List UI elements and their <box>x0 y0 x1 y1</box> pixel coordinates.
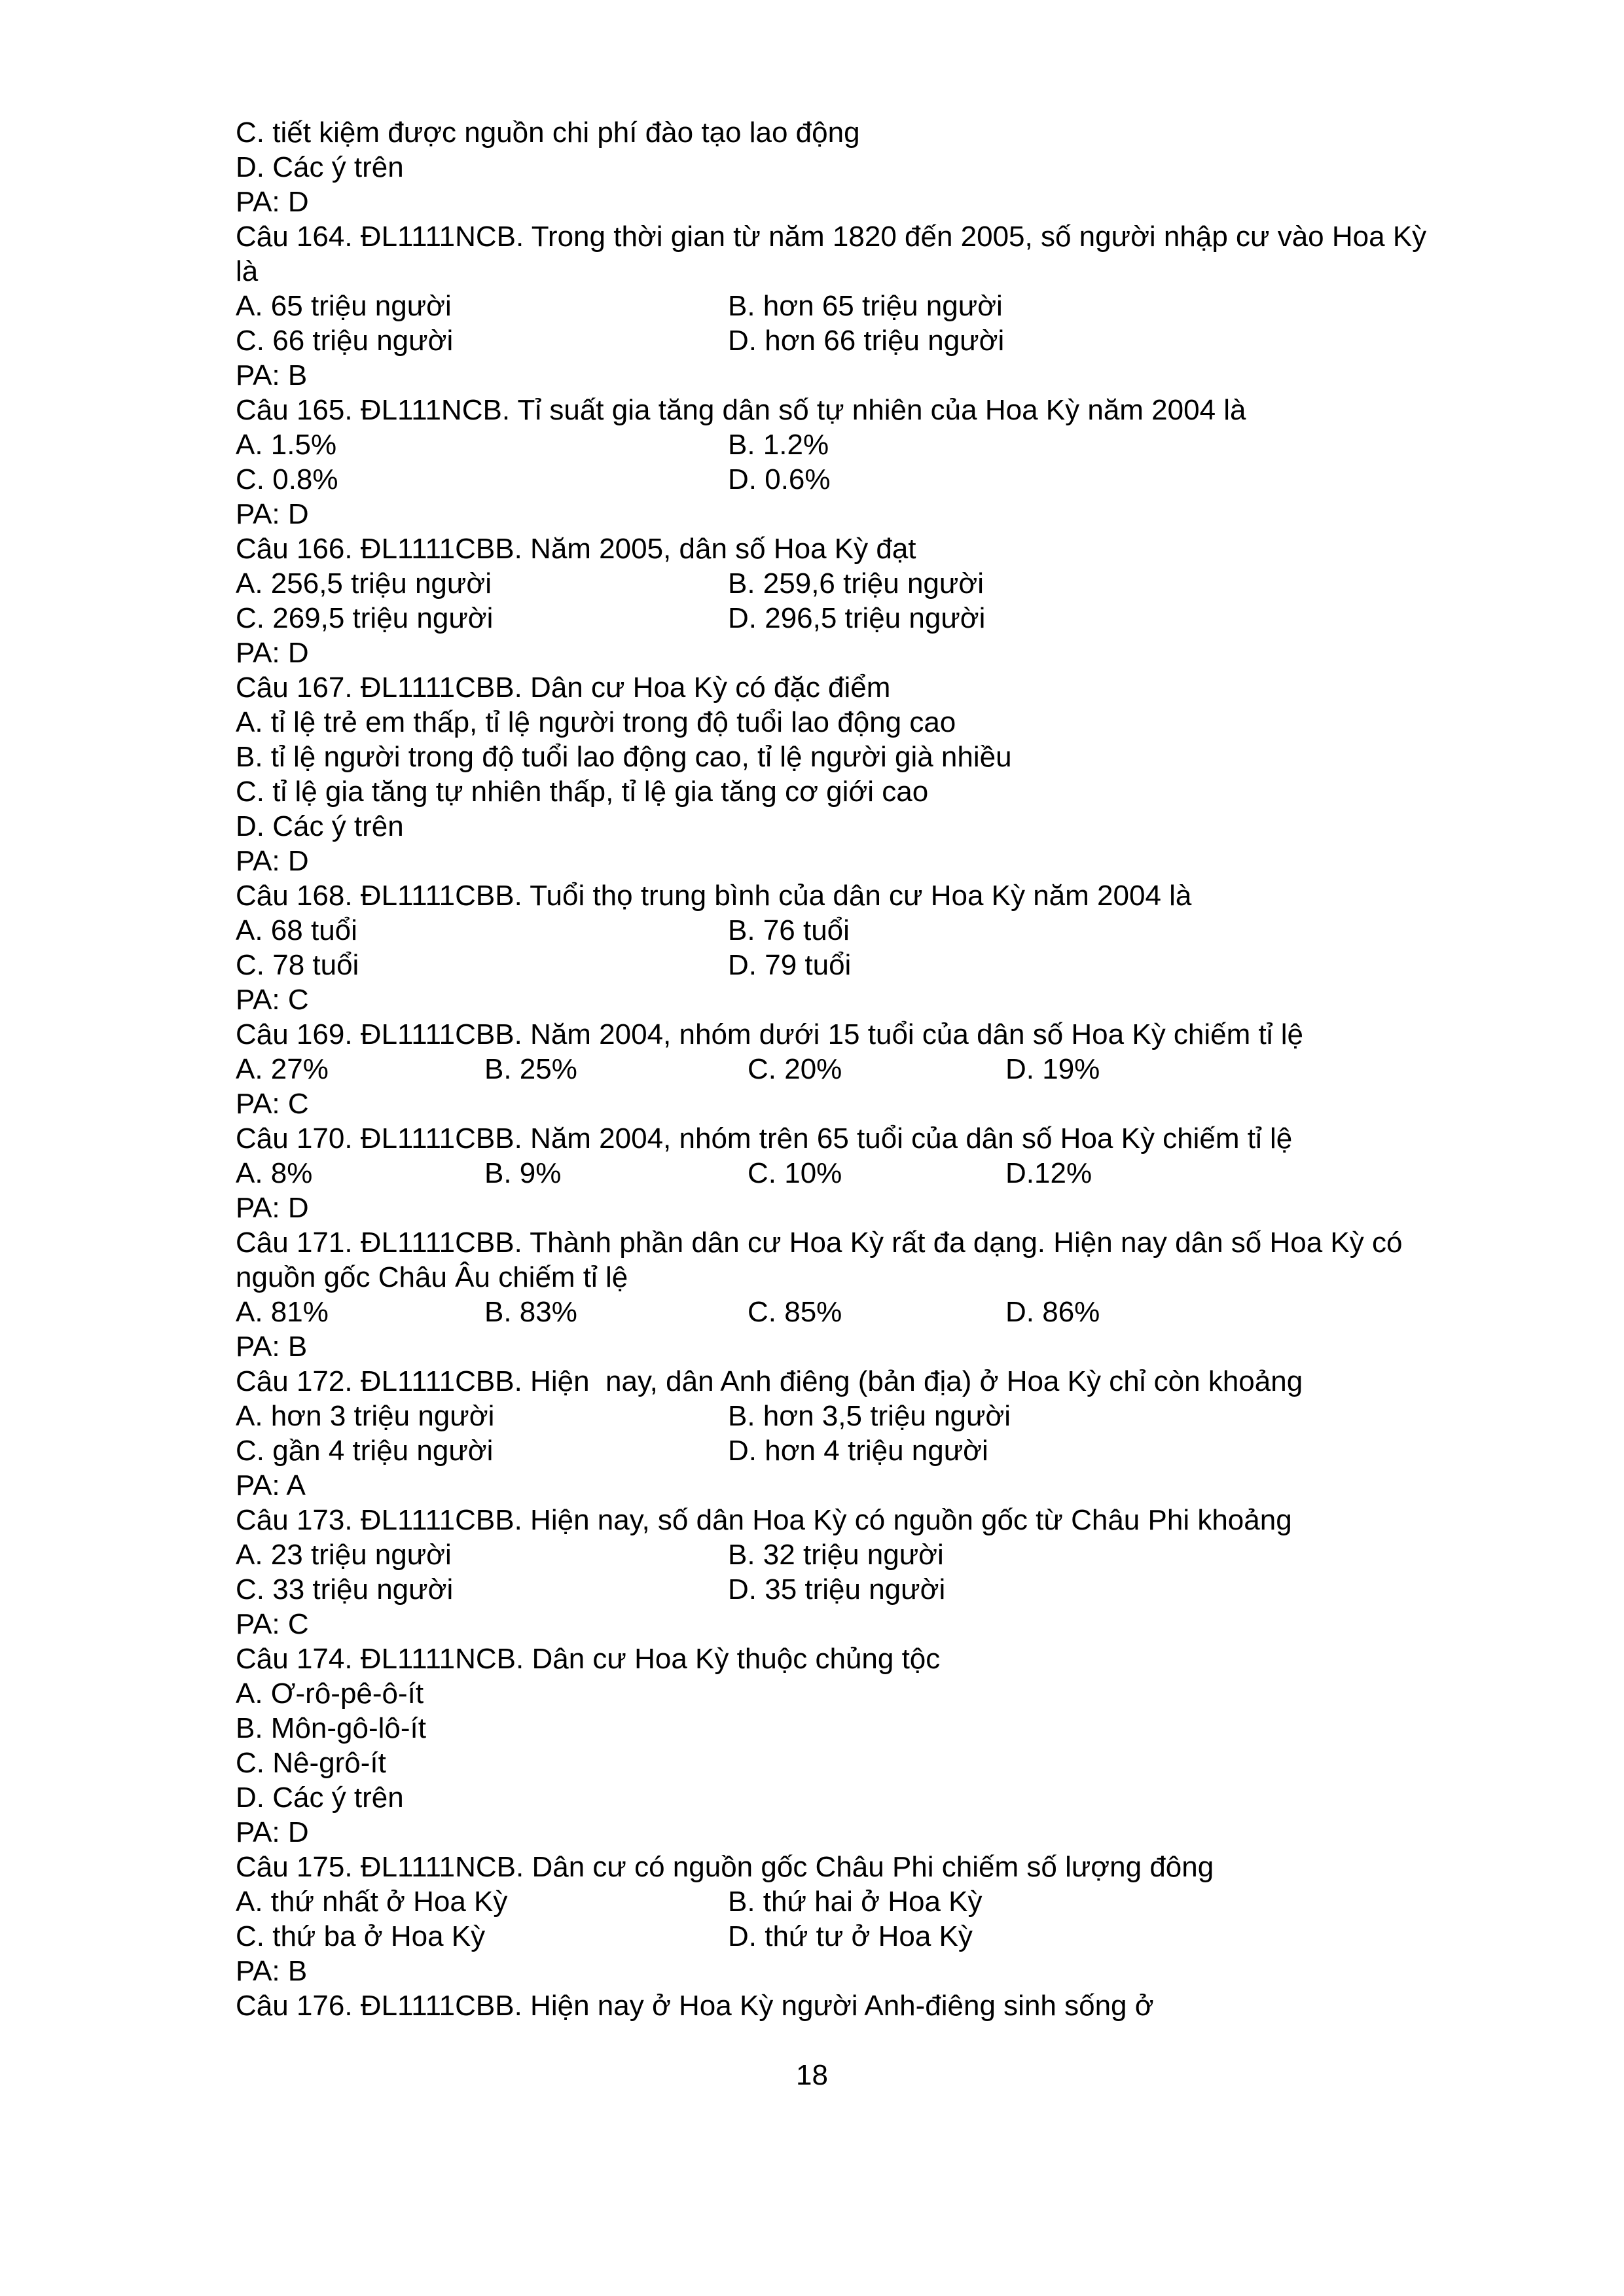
answer-key: PA: D <box>236 1192 309 1224</box>
answer-key: PA: C <box>236 1088 309 1120</box>
answer-option: B. 83% <box>484 1296 577 1328</box>
question-text: Câu 171. ĐL1111CBB. Thành phần dân cư Hoa Kỳ rất đa dạng. Hiện nay dân số Hoa Kỳ có <box>236 1227 1403 1259</box>
answer-option: B. tỉ lệ người trong độ tuổi lao động cao, tỉ lệ người già nhiều <box>236 741 1012 773</box>
answer-option: C. thứ ba ở Hoa Kỳ <box>236 1920 486 1952</box>
question-text: Câu 173. ĐL1111CBB. Hiện nay, số dân Hoa Kỳ có nguồn gốc từ Châu Phi khoảng <box>236 1504 1292 1536</box>
question-text: Câu 174. ĐL1111NCB. Dân cư Hoa Kỳ thuộc chủng tộc <box>236 1643 941 1675</box>
answer-option: C. tỉ lệ gia tăng tự nhiên thấp, tỉ lệ gia tăng cơ giới cao <box>236 776 929 808</box>
answer-option: A. hơn 3 triệu người <box>236 1400 495 1432</box>
answer-option: A. 68 tuổi <box>236 914 357 946</box>
answer-option: A. 65 triệu người <box>236 290 452 322</box>
answer-option: A. 23 triệu người <box>236 1539 452 1571</box>
answer-option: C. 20% <box>748 1053 842 1085</box>
answer-option: D. Các ý trên <box>236 151 404 183</box>
answer-option: D. hơn 66 triệu người <box>728 325 1005 357</box>
question-list <box>236 115 1519 2023</box>
answer-key: PA: D <box>236 845 309 877</box>
answer-option: C. 66 triệu người <box>236 325 454 357</box>
answer-option: C. tiết kiệm được nguồn chi phí đào tạo lao động <box>236 117 860 149</box>
answer-option: D. 35 triệu người <box>728 1573 946 1605</box>
question-text: Câu 165. ĐL111NCB. Tỉ suất gia tăng dân số tự nhiên của Hoa Kỳ năm 2004 là <box>236 394 1246 426</box>
page-number: 18 <box>796 2059 828 2091</box>
answer-option: D. Các ý trên <box>236 1782 404 1814</box>
answer-options-row <box>236 913 1519 948</box>
answer-option: C. gần 4 triệu người <box>236 1435 494 1467</box>
answer-option: B. 9% <box>484 1157 562 1189</box>
answer-option: B. 1.2% <box>728 429 829 461</box>
text-line: là <box>236 255 259 287</box>
question-text: Câu 164. ĐL1111NCB. Trong thời gian từ năm 1820 đến 2005, số người nhập cư vào Hoa Kỳ <box>236 221 1427 253</box>
answer-option: C. 33 triệu người <box>236 1573 454 1605</box>
answer-option: B. 259,6 triệu người <box>728 567 984 600</box>
answer-option: C. 0.8% <box>236 463 338 495</box>
question-text: Câu 168. ĐL1111CBB. Tuổi thọ trung bình của dân cư Hoa Kỳ năm 2004 là <box>236 880 1192 912</box>
answer-option: A. tỉ lệ trẻ em thấp, tỉ lệ người trong độ tuổi lao động cao <box>236 706 956 738</box>
answer-options-row <box>236 323 1519 358</box>
answer-option: D. 0.6% <box>728 463 831 495</box>
answer-option: A. 27% <box>236 1053 329 1085</box>
answer-options-row <box>236 1156 1519 1191</box>
answer-option: D. 296,5 triệu người <box>728 602 986 634</box>
question-text: Câu 176. ĐL1111CBB. Hiện nay ở Hoa Kỳ người Anh-điêng sinh sống ở <box>236 1990 1154 2022</box>
question-text: Câu 172. ĐL1111CBB. Hiện nay, dân Anh điêng (bản địa) ở Hoa Kỳ chỉ còn khoảng <box>236 1365 1303 1397</box>
answer-option: B. 76 tuổi <box>728 914 850 946</box>
answer-option: B. 25% <box>484 1053 577 1085</box>
answer-options-row <box>236 566 1519 601</box>
answer-option: D. hơn 4 triệu người <box>728 1435 988 1467</box>
answer-option: A. 8% <box>236 1157 313 1189</box>
answer-option: A. 1.5% <box>236 429 337 461</box>
answer-option: A. Ơ-rô-pê-ô-ít <box>236 1677 424 1710</box>
answer-option: D. 79 tuổi <box>728 949 852 981</box>
answer-options-row <box>236 289 1519 323</box>
answer-option: C. 269,5 triệu người <box>236 602 494 634</box>
answer-key: PA: D <box>236 637 309 669</box>
answer-option: D. Các ý trên <box>236 810 404 842</box>
answer-options-row <box>236 1052 1519 1086</box>
question-text: Câu 167. ĐL1111CBB. Dân cư Hoa Kỳ có đặc điểm <box>236 672 891 704</box>
question-text: Câu 169. ĐL1111CBB. Năm 2004, nhóm dưới 15 tuổi của dân số Hoa Kỳ chiếm tỉ lệ <box>236 1018 1303 1050</box>
answer-option: D. 86% <box>1005 1296 1100 1328</box>
answer-key: PA: D <box>236 1816 309 1848</box>
question-text: Câu 175. ĐL1111NCB. Dân cư có nguồn gốc Châu Phi chiếm số lượng đông <box>236 1851 1214 1883</box>
answer-option: B. Môn-gô-lô-ít <box>236 1712 426 1744</box>
answer-option: D.12% <box>1005 1157 1092 1189</box>
answer-option: D. 19% <box>1005 1053 1100 1085</box>
text-line: nguồn gốc Châu Âu chiếm tỉ lệ <box>236 1261 628 1293</box>
answer-key: PA: A <box>236 1469 306 1501</box>
answer-option: B. thứ hai ở Hoa Kỳ <box>728 1886 983 1918</box>
question-text: Câu 166. ĐL1111CBB. Năm 2005, dân số Hoa Kỳ đạt <box>236 533 916 565</box>
answer-options-row <box>236 1399 1519 1433</box>
answer-option: C. 10% <box>748 1157 842 1189</box>
answer-options-row <box>236 1884 1519 1919</box>
answer-key: PA: B <box>236 1955 308 1987</box>
answer-option: D. thứ tư ở Hoa Kỳ <box>728 1920 973 1952</box>
answer-option: B. hơn 3,5 triệu người <box>728 1400 1011 1432</box>
answer-option: B. hơn 65 triệu người <box>728 290 1003 322</box>
answer-option: C. Nê-grô-ít <box>236 1747 386 1779</box>
answer-options-row <box>236 948 1519 982</box>
answer-options-row <box>236 427 1519 462</box>
answer-key: PA: D <box>236 186 309 218</box>
answer-options-row <box>236 1295 1519 1329</box>
answer-option: C. 78 tuổi <box>236 949 359 981</box>
answer-key: PA: B <box>236 1331 308 1363</box>
answer-key: PA: B <box>236 359 308 391</box>
answer-key: PA: C <box>236 1608 309 1640</box>
answer-options-row <box>236 601 1519 636</box>
answer-options-row <box>236 1919 1519 1954</box>
answer-options-row <box>236 462 1519 497</box>
answer-key: PA: D <box>236 498 309 530</box>
answer-options-row <box>236 1572 1519 1607</box>
answer-option: C. 85% <box>748 1296 842 1328</box>
answer-key: PA: C <box>236 984 309 1016</box>
answer-option: A. 81% <box>236 1296 329 1328</box>
answer-options-row <box>236 1433 1519 1468</box>
answer-option: B. 32 triệu người <box>728 1539 944 1571</box>
question-text: Câu 170. ĐL1111CBB. Năm 2004, nhóm trên 65 tuổi của dân số Hoa Kỳ chiếm tỉ lệ <box>236 1122 1293 1155</box>
answer-options-row <box>236 1537 1519 1572</box>
answer-option: A. 256,5 triệu người <box>236 567 492 600</box>
answer-option: A. thứ nhất ở Hoa Kỳ <box>236 1886 508 1918</box>
